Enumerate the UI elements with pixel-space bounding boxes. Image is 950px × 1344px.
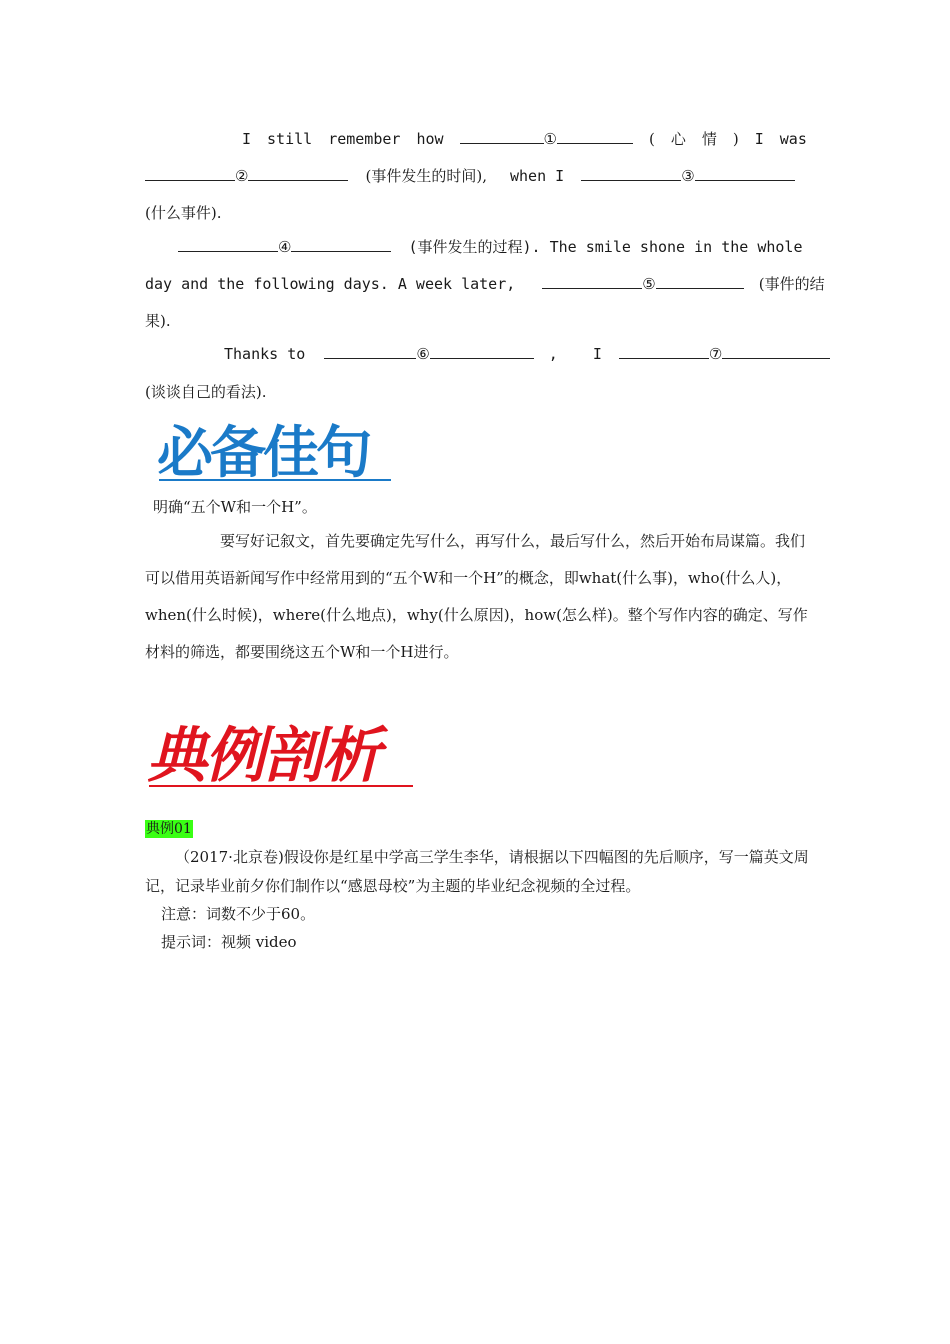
word-remember: remember xyxy=(328,130,401,148)
template-line-2 xyxy=(145,165,807,186)
word-was: was xyxy=(779,130,807,148)
blank-7: ⑦ xyxy=(619,345,830,363)
word-when-i: when I xyxy=(510,167,565,185)
paren-xin: 心 xyxy=(670,130,686,148)
blank-2: ② xyxy=(145,167,348,185)
heading-bibei-text: 必备佳句 xyxy=(157,421,369,484)
subtitle-five-w: 明确“五个W和一个H”。 xyxy=(153,498,317,516)
template-line-6: 果). xyxy=(145,312,171,330)
paragraph-five-w: 要写好记叙文，首先要确定先写什么，再写什么，最后写什么，然后开始布局谋篇。我们可以借用英语新闻写作中经常用到的“五个W和一个H”的概念，即what(什么事)，who(什么人)，when(什么时候)，where(什么地点)，why(什么原因)，how(怎么样)。整个写作内容的确定、写作材料的筛选，都要围绕这五个W和一个H进行。 xyxy=(145,532,808,661)
template-line-8: (谈谈自己的看法). xyxy=(145,383,267,401)
heading-dianli-pouxi xyxy=(145,722,417,790)
word-i-2: I xyxy=(754,130,764,148)
word-i-3: I xyxy=(592,345,602,363)
word-thanks-to: Thanks to xyxy=(224,345,306,363)
example-question: （2017·北京卷)假设你是红星中学高三学生李华，请根据以下四幅图的先后顺序，写一篇英文周记，记录毕业前夕你们制作以“感恩母校”为主题的毕业纪念视频的全过程。 xyxy=(145,848,809,895)
blank-4: ④ xyxy=(178,238,391,256)
heading-dianli-text: 典例剖析 xyxy=(147,722,379,790)
example-tag-line xyxy=(145,816,810,841)
sentence-a-week-later: day and the following days. A week later, xyxy=(145,275,516,293)
paren-open: ( xyxy=(648,130,655,148)
example-note: 注意：词数不少于60。 xyxy=(161,905,316,923)
template-line-7 xyxy=(145,344,807,363)
heading-dianli-svg xyxy=(145,722,417,790)
blank-3: ③ xyxy=(581,167,794,185)
blank-1: ① xyxy=(460,129,633,148)
template-line-3: (什么事件). xyxy=(145,204,222,222)
word-still: still xyxy=(267,130,313,148)
template-line-1 xyxy=(145,128,807,149)
example-hint: 提示词：视频 video xyxy=(161,933,297,951)
example-tag: 典例01 xyxy=(146,821,192,837)
heading-bibei-jiaju xyxy=(155,418,395,484)
template-line-5 xyxy=(145,273,825,294)
paren-close: ) xyxy=(732,130,739,148)
blank-6: ⑥ xyxy=(324,345,533,363)
paren-qing: 情 xyxy=(701,130,717,148)
template-line-4 xyxy=(145,236,807,257)
note-time: (事件发生的时间), xyxy=(365,167,487,185)
comma: , xyxy=(548,345,558,363)
note-result: (事件的结 xyxy=(758,275,825,293)
note-process: (事件发生的过程). The smile shone in the whole xyxy=(408,238,803,256)
word-how: how xyxy=(416,130,444,148)
blank-5: ⑤ xyxy=(542,275,743,293)
heading-bibei-svg xyxy=(155,418,395,484)
word-i: I xyxy=(242,130,252,148)
